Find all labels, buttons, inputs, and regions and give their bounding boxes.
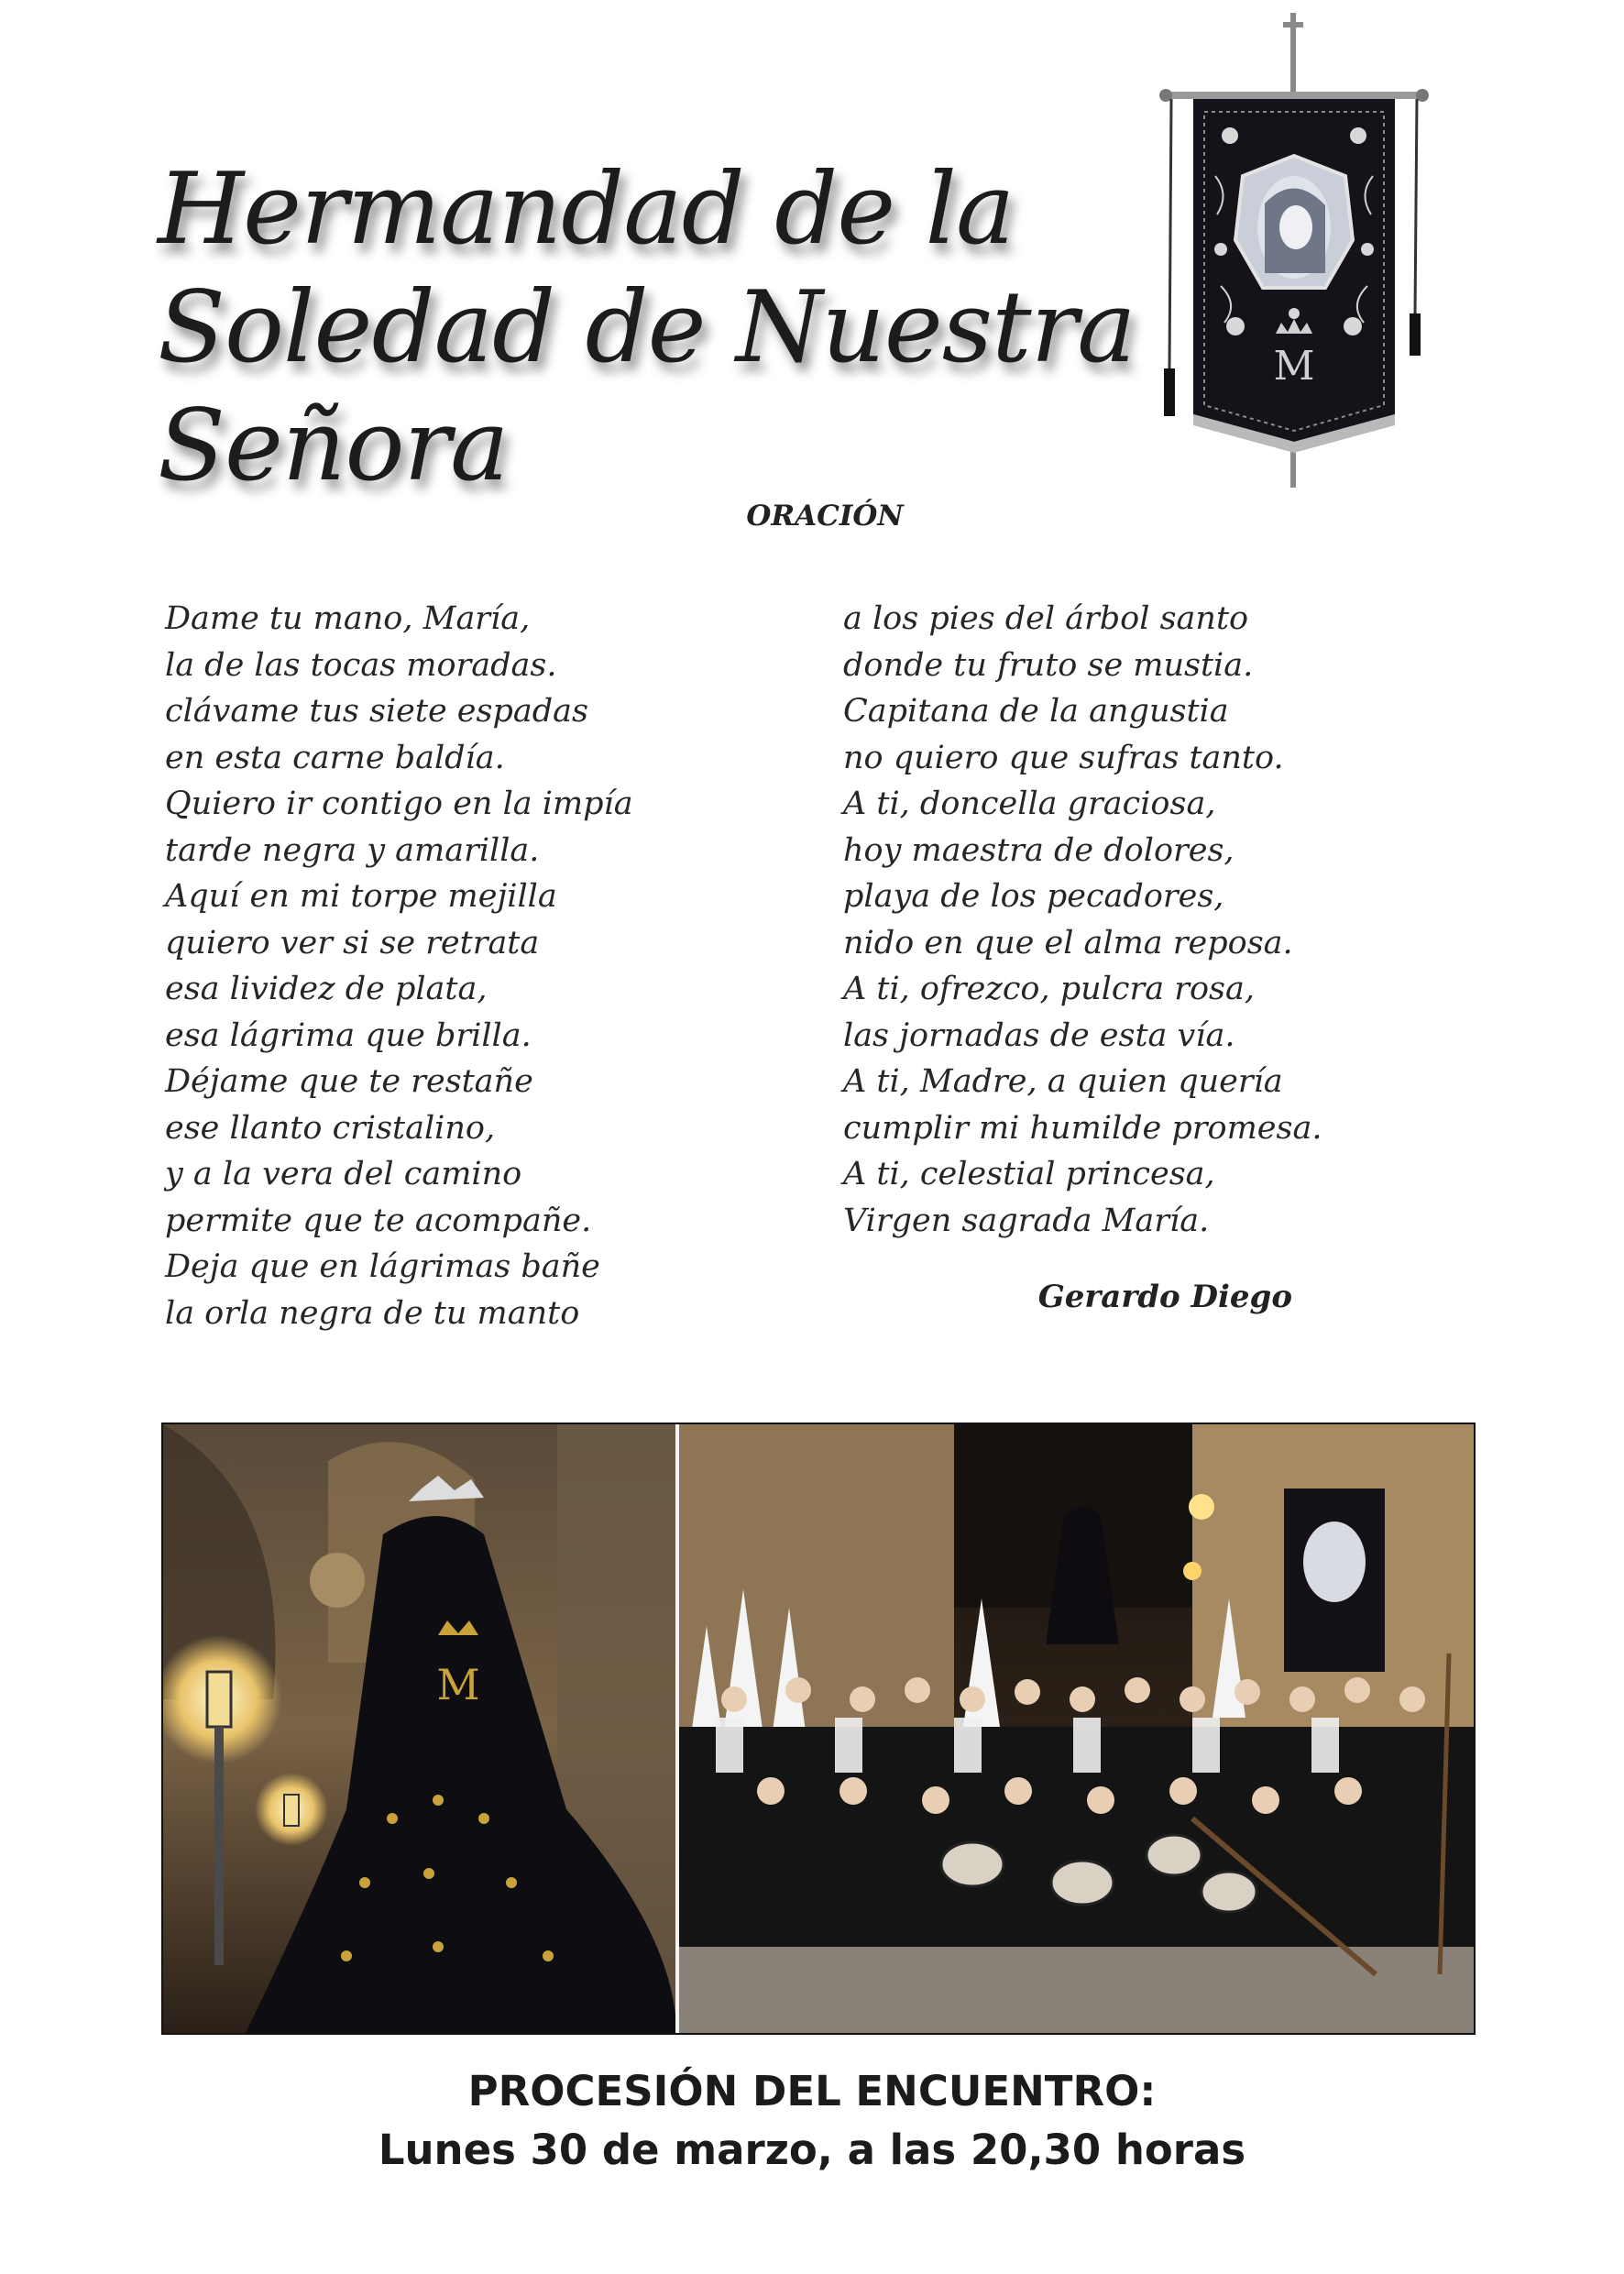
poem-line: la orla negra de tu manto <box>165 1294 580 1332</box>
poem-line: hoy maestra de dolores, <box>843 831 1234 869</box>
poem-line: quiero ver si se retrata <box>165 924 540 961</box>
procession-date: Lunes 30 de marzo, a las 20,30 horas <box>378 2126 1246 2174</box>
poem-line: Virgen sagrada María. <box>843 1202 1210 1239</box>
poem-line: esa lividez de plata, <box>165 971 488 1007</box>
procession-announcement <box>0 2062 1624 2180</box>
poem-line: y a la vera del camino <box>165 1156 522 1192</box>
section-heading: ORACIÓN <box>746 500 904 533</box>
poem-line: A ti, ofrezco, pulcra rosa, <box>843 971 1255 1007</box>
poem-right-column <box>843 596 1322 1244</box>
poem-line: a los pies del árbol santo <box>843 600 1249 637</box>
poem-line: cumplir mi humilde promesa. <box>843 1109 1322 1147</box>
poem-line: permite que te acompañe. <box>165 1202 592 1239</box>
title-line-2: Soledad de Nuestra <box>158 270 1136 386</box>
svg-text:M: M <box>1273 343 1315 390</box>
title-line-3: Señora <box>158 389 509 504</box>
procession-title: PROCESIÓN DEL ENCUENTRO: <box>467 2067 1157 2115</box>
brotherhood-group-photo <box>679 1424 1476 2033</box>
poem-line: esa lágrima que brilla. <box>165 1016 532 1054</box>
poem-line: la de las tocas moradas. <box>165 646 557 684</box>
poem-line: playa de los pecadores, <box>843 878 1224 915</box>
poem-left-column <box>165 596 633 1336</box>
poem-line: no quiero que sufras tanto. <box>843 739 1284 776</box>
page-title <box>158 150 1136 505</box>
photo-strip <box>161 1423 1476 2035</box>
poem-line: ese llanto cristalino, <box>165 1109 496 1147</box>
poem-line: Déjame que te restañe <box>165 1063 533 1100</box>
poem-line: Quiero ir contigo en la impía <box>165 785 633 822</box>
poem-line: A ti, Madre, a quien quería <box>843 1063 1283 1100</box>
poem-line: Dame tu mano, María, <box>165 600 531 637</box>
poem-line: en esta carne baldía. <box>165 739 505 776</box>
svg-text:M: M <box>436 1660 480 1709</box>
poem-line: donde tu fruto se mustia. <box>843 646 1254 684</box>
poem-line: Aquí en mi torpe mejilla <box>165 878 557 915</box>
poem-line: nido en que el alma reposa. <box>843 924 1293 961</box>
poem-line: A ti, celestial princesa, <box>843 1156 1215 1192</box>
poem-line: Deja que en lágrimas bañe <box>165 1248 600 1285</box>
poem-author: Gerardo Diego <box>1037 1279 1292 1315</box>
virgin-statue-photo <box>163 1424 676 2033</box>
title-line-1: Hermandad de la <box>158 152 1015 268</box>
banner-standard-image <box>1157 11 1432 488</box>
poem-line: A ti, doncella graciosa, <box>843 785 1216 822</box>
poem-line: las jornadas de esta vía. <box>843 1016 1235 1054</box>
poem-line: clávame tus siete espadas <box>165 693 588 730</box>
poem-line: Capitana de la angustia <box>843 693 1229 730</box>
poem-line: tarde negra y amarilla. <box>165 831 540 869</box>
